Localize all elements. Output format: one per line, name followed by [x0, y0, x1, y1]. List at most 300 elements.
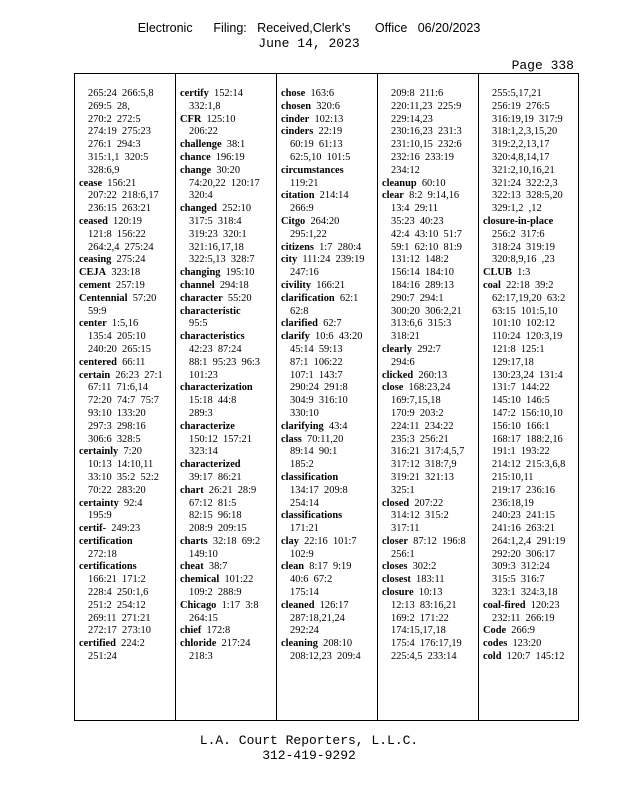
- footer: [0, 733, 618, 763]
- index-refs-line: 321:16,17,18: [189, 241, 244, 253]
- index-refs-line: 175:4 176:17,19: [391, 638, 462, 650]
- index-refs-line: 12:13 83:16,21: [391, 599, 457, 611]
- index-refs-line: 130:23,24 131:4: [492, 369, 563, 381]
- index-refs: 22:19: [313, 126, 343, 138]
- index-refs-line: 306:6 328:5: [88, 433, 141, 445]
- index-refs: 266:9: [506, 625, 535, 637]
- index-term: certainty: [79, 497, 119, 509]
- index-refs: 294:18: [214, 279, 249, 291]
- index-refs-line: 315:1,1 320:5: [88, 151, 149, 163]
- index-term: circumstances: [281, 164, 344, 176]
- index-term: characteristics: [180, 331, 245, 343]
- index-term: ceased: [79, 215, 108, 227]
- index-refs-line: 320:4,8,14,17: [492, 151, 550, 163]
- index-refs-line: 156:10 166:1: [492, 420, 550, 432]
- index-term: certify: [180, 88, 209, 99]
- index-term: clarify: [281, 331, 310, 343]
- index-term: characterize: [180, 420, 235, 432]
- index-term: closed: [382, 497, 410, 509]
- index-refs-line: 274:19 275:23: [88, 126, 151, 138]
- index-refs-line: 121:8 125:1: [492, 343, 545, 355]
- index-refs-line: 236:18,19: [492, 497, 534, 509]
- index-refs-line: 290:24 291:8: [290, 382, 348, 394]
- index-refs-line: 168:17 188:2,16: [492, 433, 563, 445]
- index-term: certain: [79, 369, 111, 381]
- index-term-line: [281, 88, 377, 101]
- index-refs-line: 209:8 211:6: [391, 88, 444, 99]
- index-refs: 163:6: [305, 88, 335, 99]
- index-refs-line: 147:2 156:10,10: [492, 407, 563, 419]
- index-refs-line: 317:5 318:4: [189, 215, 242, 227]
- index-refs-line: 131:12 148:2: [391, 254, 449, 266]
- column-divider: [276, 74, 277, 720]
- index-refs: 92:4: [118, 497, 143, 509]
- index-refs-line: 195:9: [88, 510, 112, 522]
- index-refs-line: 101:23: [189, 369, 218, 381]
- index-refs-line: 149:10: [189, 548, 218, 560]
- index-refs: 224:2: [115, 638, 145, 650]
- index-term-line: [79, 536, 175, 549]
- index-refs-line: 321:2,10,16,21: [492, 164, 555, 176]
- index-term-line: [180, 638, 276, 651]
- index-refs: 111:24 239:19: [297, 254, 365, 266]
- index-term: cold: [483, 651, 502, 663]
- index-refs-line: 266:9: [290, 203, 314, 215]
- index-term: coal: [483, 279, 501, 291]
- index-term-line: [79, 267, 175, 280]
- index-refs-line: 10:13 14:10,11: [88, 459, 154, 471]
- index-refs-line: 330:10: [290, 407, 319, 419]
- index-refs-line: 45:14 59:13: [290, 343, 343, 355]
- index-term-line: [382, 587, 478, 600]
- index-term: cheat: [180, 561, 204, 573]
- index-term: chief: [180, 625, 202, 637]
- index-refs-line: 272:18: [88, 548, 117, 560]
- index-term-line: [281, 101, 377, 114]
- index-refs-line: 131:7 144:22: [492, 382, 550, 394]
- index-refs: 10:13: [413, 587, 443, 599]
- index-term: clay: [281, 535, 299, 547]
- index-frame: [74, 73, 579, 721]
- index-refs: 252:10: [216, 203, 252, 215]
- index-term-line: [281, 242, 377, 255]
- index-term: cleaned: [281, 599, 315, 611]
- index-term-line: [382, 536, 478, 549]
- index-refs-line: 256:19 276:5: [492, 100, 550, 112]
- index-term-line: [281, 126, 377, 139]
- index-term: chemical: [180, 574, 220, 586]
- index-term: channel: [180, 279, 215, 291]
- index-term: citizens: [281, 241, 314, 253]
- index-refs-line: 74:20,22 120:17: [189, 177, 260, 189]
- index-refs-line: 107:1 143:7: [290, 369, 343, 381]
- index-term: clear: [382, 190, 404, 202]
- index-refs-line: 309:3 312:24: [492, 561, 550, 573]
- index-refs-line: 321:24 322:2,3: [492, 177, 558, 189]
- index-refs-line: 332:1,8: [189, 100, 221, 112]
- index-term-line: [483, 651, 579, 664]
- index-term-line: [180, 600, 276, 613]
- index-refs-line: 62:8: [290, 305, 309, 317]
- index-refs-line: 256:2 317:6: [492, 228, 545, 240]
- index-refs-line: 232:16 233:19: [391, 151, 454, 163]
- index-refs-line: 184:16 289:13: [391, 279, 454, 291]
- index-refs: 214:14: [314, 190, 349, 202]
- index-refs: 101:22: [219, 574, 254, 586]
- index-term: close: [382, 382, 404, 394]
- index-refs-line: 150:12 157:21: [189, 433, 252, 445]
- index-refs-line: 240:23 241:15: [492, 510, 555, 522]
- index-refs: 156:21: [102, 177, 137, 189]
- index-term: characteristic: [180, 305, 241, 317]
- index-refs-line: 70:22 283:20: [88, 484, 146, 496]
- index-refs-line: 230:16,23 231:3: [391, 126, 462, 138]
- column-divider: [478, 74, 479, 720]
- index-refs-line: 254:14: [290, 497, 319, 509]
- index-term-line: [281, 114, 377, 127]
- index-refs: 275:24: [111, 254, 146, 266]
- index-refs-line: 82:15 96:18: [189, 510, 242, 522]
- index-refs-line: 264:1,2,4 291:19: [492, 535, 566, 547]
- index-refs-line: 235:3 256:21: [391, 433, 449, 445]
- index-term: city: [281, 254, 298, 266]
- index-term: CEJA: [79, 267, 107, 279]
- index-refs-line: 63:15 101:5,10: [492, 305, 558, 317]
- index-refs: 152:14: [208, 88, 243, 99]
- index-refs-line: 322:13 328:5,20: [492, 190, 563, 202]
- index-term: clean: [281, 561, 305, 573]
- index-column-3: [281, 88, 377, 664]
- index-refs-line: 251:2 254:12: [88, 599, 146, 611]
- index-term: clarifying: [281, 420, 324, 432]
- index-refs: 26:23 27:1: [110, 369, 163, 381]
- index-refs-line: 232:11 266:19: [492, 612, 555, 624]
- index-refs-line: 171:21: [290, 523, 319, 535]
- index-refs: 120:23: [525, 599, 560, 611]
- index-refs-line: 15:18 44:8: [189, 395, 237, 407]
- index-refs-line: 318:21: [391, 331, 420, 343]
- index-refs-line: 322:5,13 328:7: [189, 254, 255, 266]
- index-term-line: [382, 498, 478, 511]
- index-term-line: [483, 638, 579, 651]
- index-refs-line: 292:24: [290, 625, 319, 637]
- index-term: closure-in-place: [483, 215, 554, 227]
- index-term-line: [180, 114, 276, 127]
- index-refs: 38:1: [221, 139, 246, 151]
- index-refs: 10:6 43:20: [309, 331, 363, 343]
- index-refs-line: 67:12 81:5: [189, 497, 237, 509]
- index-term-line: [180, 459, 276, 472]
- filing-stamp: Electronic Filing: Received,Clerk's Office 06/20/2023: [137, 21, 481, 35]
- index-term-line: [281, 190, 377, 203]
- index-refs-line: 215:10,11: [492, 471, 534, 483]
- index-refs-line: 247:16: [290, 267, 319, 279]
- index-term-line: [180, 293, 276, 306]
- index-term: closer: [382, 535, 408, 547]
- court-reporter-name: L.A. Court Reporters, L.L.C.: [199, 733, 419, 748]
- index-refs-line: 174:15,17,18: [391, 625, 446, 637]
- index-refs: 217:24: [216, 638, 251, 650]
- index-term-line: [180, 421, 276, 434]
- index-refs-line: 319:23 320:1: [189, 228, 247, 240]
- index-refs: 66:11: [116, 356, 146, 368]
- index-refs-line: 289:3: [189, 407, 213, 419]
- index-refs-line: 270:2 272:5: [88, 113, 141, 125]
- index-refs: 183:11: [410, 574, 445, 586]
- index-term: chose: [281, 88, 306, 99]
- index-term-line: [180, 280, 276, 293]
- index-term-line: [79, 446, 175, 459]
- index-term-line: [483, 600, 579, 613]
- index-term-line: [281, 536, 377, 549]
- index-term: certifications: [79, 561, 137, 573]
- index-term-line: [180, 574, 276, 587]
- index-refs: 30:20: [211, 164, 241, 176]
- index-refs-line: 208:12,23 209:4: [290, 651, 361, 663]
- index-refs-line: 240:20 265:15: [88, 343, 151, 355]
- index-refs: 172:8: [201, 625, 231, 637]
- index-refs-line: 62:5,10 101:5: [290, 151, 351, 163]
- index-term: clarified: [281, 318, 318, 330]
- index-term: clicked: [382, 369, 414, 381]
- index-refs-line: 185:2: [290, 459, 314, 471]
- index-refs: 38:7: [203, 561, 228, 573]
- index-refs-line: 42:4 43:10 51:7: [391, 228, 463, 240]
- index-refs-line: 88:1 95:23 96:3: [189, 356, 261, 368]
- index-refs-line: 272:17 273:10: [88, 625, 151, 637]
- index-refs: 249:23: [106, 523, 141, 535]
- index-refs-line: 317:11: [391, 523, 420, 535]
- index-term: classifications: [281, 510, 343, 522]
- index-refs-line: 323:14: [189, 446, 218, 458]
- index-term: centered: [79, 356, 117, 368]
- index-term-line: [79, 216, 175, 229]
- index-refs-line: 13:4 29:11: [391, 203, 438, 215]
- index-term-line: [281, 472, 377, 485]
- index-term-line: [180, 88, 276, 101]
- index-term-line: [180, 139, 276, 152]
- index-refs: 123:20: [507, 638, 542, 650]
- index-term: chance: [180, 151, 211, 163]
- transcript-date: June 14, 2023: [258, 36, 360, 51]
- index-refs-line: 89:14 90:1: [290, 446, 338, 458]
- index-refs-line: 225:4,5 233:14: [391, 651, 457, 663]
- index-column-2: [180, 88, 276, 664]
- index-term: classification: [281, 471, 339, 483]
- index-refs: 120:7 145:12: [501, 651, 565, 663]
- index-refs-line: 93:10 133:20: [88, 407, 146, 419]
- index-refs: 32:18 69:2: [207, 535, 261, 547]
- index-term-line: [382, 561, 478, 574]
- index-refs-line: 328:6,9: [88, 164, 120, 176]
- index-term-line: [79, 254, 175, 267]
- index-refs-line: 39:17 86:21: [189, 471, 242, 483]
- index-refs-line: 206:22: [189, 126, 218, 138]
- index-term-line: [281, 254, 377, 267]
- index-refs: 264:20: [305, 215, 340, 227]
- index-term-line: [281, 280, 377, 293]
- index-refs-line: 231:10,15 232:6: [391, 139, 462, 151]
- index-term-line: [79, 178, 175, 191]
- index-term-line: [79, 523, 175, 536]
- index-term-line: [281, 510, 377, 523]
- index-term: class: [281, 433, 302, 445]
- index-term-line: [180, 165, 276, 178]
- index-refs-line: 319:21 321:13: [391, 471, 454, 483]
- index-term-line: [281, 434, 377, 447]
- index-refs-line: 59:1 62:10 81:9: [391, 241, 463, 253]
- index-refs-line: 220:11,23 225:9: [391, 100, 462, 112]
- index-refs-line: 325:1: [391, 484, 415, 496]
- index-refs-line: 329:1,2 ,12: [492, 203, 542, 215]
- index-refs-line: 323:1 324:3,18: [492, 587, 558, 599]
- index-refs-line: 218:3: [189, 651, 213, 663]
- index-refs: 1:3: [511, 267, 531, 279]
- index-refs: 1:17 3:8: [216, 599, 259, 611]
- index-refs-line: 269:11 271:21: [88, 612, 151, 624]
- index-refs-line: 314:12 315:2: [391, 510, 449, 522]
- index-term: closes: [382, 561, 408, 573]
- index-refs-line: 276:1 294:3: [88, 139, 141, 151]
- index-refs-line: 129:17,18: [492, 356, 534, 368]
- index-refs: 1:5,16: [106, 318, 139, 330]
- index-term-line: [483, 267, 579, 280]
- index-refs: 102:13: [309, 113, 344, 125]
- index-refs: 87:12 196:8: [407, 535, 466, 547]
- index-refs-line: 59:9: [88, 305, 107, 317]
- index-term-line: [281, 331, 377, 344]
- index-term: Centennial: [79, 292, 128, 304]
- index-term: cease: [79, 177, 103, 189]
- index-term-line: [180, 331, 276, 344]
- index-refs: 292:7: [412, 343, 441, 355]
- index-refs-line: 135:4 205:10: [88, 331, 146, 343]
- index-refs: 1:7 280:4: [313, 241, 362, 253]
- index-refs-line: 40:6 67:2: [290, 574, 333, 586]
- index-term-line: [180, 306, 276, 319]
- index-refs: 208:10: [317, 638, 353, 650]
- index-term-line: [180, 485, 276, 498]
- index-term-line: [180, 382, 276, 395]
- index-refs-line: 317:12 318:7,9: [391, 459, 457, 471]
- index-refs-line: 219:17 236:16: [492, 484, 555, 496]
- index-term: changing: [180, 267, 221, 279]
- index-term: coal-fired: [483, 599, 526, 611]
- index-term: closest: [382, 574, 411, 586]
- index-refs: 302:2: [407, 561, 437, 573]
- index-term: codes: [483, 638, 508, 650]
- index-refs-line: 67:11 71:6,14: [88, 382, 148, 394]
- index-term: certified: [79, 638, 116, 650]
- index-refs-line: 313:6,6 315:3: [391, 318, 452, 330]
- index-term: characterization: [180, 382, 253, 394]
- index-column-4: [382, 88, 478, 664]
- index-term-line: [79, 370, 175, 383]
- index-refs-line: 304:9 316:10: [290, 395, 348, 407]
- index-term-line: [382, 382, 478, 395]
- index-refs-line: 101:10 102:12: [492, 318, 555, 330]
- index-term: certainly: [79, 446, 119, 458]
- index-refs: 70:11,20: [301, 433, 344, 445]
- index-term-line: [281, 421, 377, 434]
- index-refs-line: 264:15: [189, 612, 218, 624]
- index-refs-line: 320:8,9,16 ,23: [492, 254, 555, 266]
- index-refs-line: 214:12 215:3,6,8: [492, 459, 566, 471]
- index-term: closure: [382, 587, 414, 599]
- index-term-line: [180, 203, 276, 216]
- index-term: clearly: [382, 343, 412, 355]
- index-refs: 60:10: [416, 177, 446, 189]
- index-term: chart: [180, 484, 204, 496]
- index-term-line: [281, 600, 377, 613]
- index-refs: 196:19: [210, 151, 245, 163]
- index-refs-line: 255:5,17,21: [492, 88, 542, 99]
- index-term: chloride: [180, 638, 217, 650]
- index-term: civility: [281, 279, 312, 291]
- index-term-line: [483, 280, 579, 293]
- index-refs: 22:18 39:2: [500, 279, 554, 291]
- index-refs-line: 234:12: [391, 164, 420, 176]
- index-refs-line: 229:14,23: [391, 113, 433, 125]
- index-refs-line: 102:9: [290, 548, 314, 560]
- index-refs-line: 264:2,4 275:24: [88, 241, 154, 253]
- index-refs-line: 269:5 28,: [88, 100, 130, 112]
- index-refs-line: 228:4 250:1,6: [88, 587, 149, 599]
- index-term: cinder: [281, 113, 310, 125]
- index-term: charts: [180, 535, 208, 547]
- index-refs: 55:20: [222, 292, 252, 304]
- index-refs-line: 121:8 156:22: [88, 228, 146, 240]
- index-refs-line: 42:23 87:24: [189, 343, 242, 355]
- index-term-line: [180, 561, 276, 574]
- index-term: certif-: [79, 523, 107, 535]
- column-divider: [377, 74, 378, 720]
- index-term-line: [79, 293, 175, 306]
- index-refs: 26:21 28:9: [203, 484, 257, 496]
- index-term-line: [180, 625, 276, 638]
- index-term-line: [382, 190, 478, 203]
- index-term-line: [281, 638, 377, 651]
- index-refs-line: 87:1 106:22: [290, 356, 343, 368]
- index-term-line: [79, 638, 175, 651]
- index-refs-line: 290:7 294:1: [391, 292, 444, 304]
- index-refs: 260:13: [413, 369, 448, 381]
- court-reporter-phone: 312-419-9292: [262, 748, 356, 763]
- index-refs: 168:23,24: [403, 382, 451, 394]
- index-term-line: [281, 561, 377, 574]
- index-term-line: [79, 561, 175, 574]
- index-term: cement: [79, 279, 111, 291]
- index-term: certification: [79, 535, 133, 547]
- index-refs-line: 35:23 40:23: [391, 215, 444, 227]
- index-refs-line: 62:17,19,20 63:2: [492, 292, 566, 304]
- index-refs: 320:6: [311, 100, 340, 112]
- index-refs: 120:19: [107, 215, 142, 227]
- index-refs-line: 60:19 61:13: [290, 139, 343, 151]
- index-term: Code: [483, 625, 507, 637]
- page-number: Page 338: [511, 58, 574, 73]
- index-column-5: [483, 88, 579, 664]
- index-term-line: [382, 574, 478, 587]
- index-refs-line: 170:9 203:2: [391, 407, 444, 419]
- index-term-line: [281, 293, 377, 306]
- index-term-line: [180, 152, 276, 165]
- index-term: clarification: [281, 292, 335, 304]
- index-refs-line: 224:11 234:22: [391, 420, 454, 432]
- index-refs-line: 297:3 298:16: [88, 420, 146, 432]
- index-term-line: [79, 498, 175, 511]
- index-refs-line: 320:4: [189, 190, 213, 202]
